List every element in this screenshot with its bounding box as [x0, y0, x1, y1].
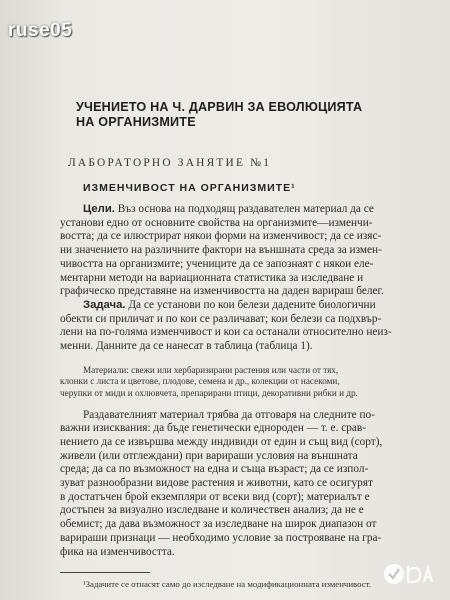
- task-paragraph: [60, 299, 432, 354]
- marketplace-logo-icon: [382, 556, 440, 590]
- text-line: нението да се извършва между индивиди от един и същ вид (сорт),: [60, 435, 383, 448]
- text-line: менни. Данните да се нанесат в таблица (таблица 1).: [60, 340, 313, 353]
- text-line: графическо представяне на изменчивостта на даден варираш белег.: [60, 285, 384, 298]
- text-line: среда; да са по възможност на една и съща възраст; да се изпол-: [60, 463, 369, 476]
- footnote-divider: [60, 572, 150, 573]
- footnote: ¹Задачите се отнасят само до изследване на модификационната изменчивост.: [83, 579, 372, 590]
- materials-paragraph: [60, 365, 432, 400]
- goals-first-line-text: Въз основа на подходящ раздавателен материал да се: [114, 203, 374, 215]
- text-line: обекти си приличат и по кои се различават; кои белези са подхвър-: [60, 312, 382, 325]
- task-first-line: [60, 299, 432, 313]
- text-line: зуват разнообразни видове растения и животни, като се осигурят: [60, 477, 373, 490]
- distribution-paragraph: [60, 409, 432, 560]
- text-line: достъпен за визуално изследване и количествен анализ; да не е: [60, 504, 364, 517]
- chapter-title-line-1: УЧЕНИЕТО НА Ч. ДАРВИН ЗА ЕВОЛЮЦИЯТА: [76, 100, 363, 114]
- text-line: в достатъчен брой екземпляри от всеки вид (сорт); материалът е: [60, 490, 370, 503]
- text-line: ментарни методи на вариационната статистика за изследване и: [60, 271, 364, 284]
- goals-paragraph: [60, 203, 432, 299]
- text-line: клонки с листа и цветове, плодове, семена и др., колекции от насекоми,: [60, 376, 340, 387]
- text-line: фика на изменчивостта.: [60, 545, 175, 558]
- text-line: черупки от миди и охлювчета, препарирани птици, декоративни рибки и др.: [60, 387, 358, 398]
- text-line: Раздавателният материал трябва да отговаря на следните по-: [83, 408, 375, 421]
- text-line: Материали: свежи или хербаризирани растения или части от тях,: [83, 364, 339, 375]
- section-heading: ИЗМЕНЧИВОСТ НА ОРГАНИЗМИТЕ¹: [83, 182, 296, 194]
- task-first-line-text: Да се установи по кои белези дадените биологични: [125, 298, 376, 311]
- text-line: живели (или отглеждани) при варираши условия на външната: [60, 449, 358, 462]
- text-line: обемист; да дава възможност за изследване на широк диапазон от: [60, 518, 377, 531]
- chapter-title-line-2: НА ОРГАНИЗМИТЕ: [76, 115, 196, 129]
- seller-watermark: ruse05: [8, 20, 73, 41]
- page-content: [60, 100, 432, 590]
- text-line: лени на по-голяма изменчивост и кои са останали относително неиз-: [60, 326, 392, 339]
- text-line: варираши признаци — необходимо условие за построяване на гра-: [60, 531, 382, 544]
- lab-heading: ЛАБОРАТОРНО ЗАНЯТИЕ №1: [68, 157, 272, 169]
- text-line: установи едно от основните свойства на организмите—изменчи-: [60, 216, 373, 229]
- text-line: востта; да се илюстрират някои форми на изменчивост; да се изяс-: [60, 230, 382, 243]
- task-label: Задача.: [83, 298, 126, 311]
- text-line: важни изисквания: да бъде генетически еднороден — т. е. срав-: [60, 422, 366, 435]
- chapter-title: [76, 100, 432, 130]
- text-line: ни значението на различните фактори на външната среда за измен-: [60, 244, 382, 257]
- goals-label: Цели.: [83, 203, 115, 215]
- goals-first-line: [60, 203, 432, 217]
- text-line: чивостта на организмите; учениците да се запознаят с някои еле-: [60, 257, 374, 270]
